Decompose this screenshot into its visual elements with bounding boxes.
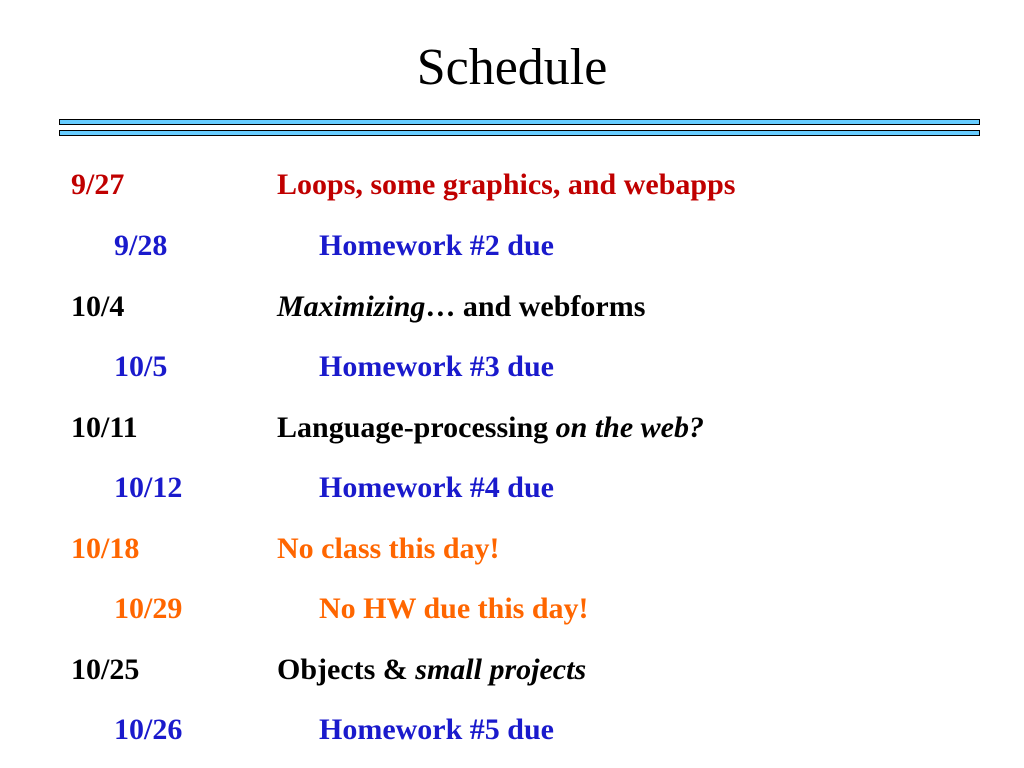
schedule-date: 9/27 [71,168,125,201]
schedule-row-no-class [0,527,1024,571]
homework-label: Homework #5 due [319,713,554,746]
schedule-date: 10/25 [71,653,140,686]
homework-row [0,345,1024,389]
homework-row [0,708,1024,752]
topic-plain: Objects & [277,653,416,686]
homework-date: 10/29 [114,592,183,625]
schedule-date: 10/11 [71,411,138,444]
homework-row [0,466,1024,510]
homework-date: 9/28 [114,229,168,262]
homework-label: Homework #2 due [319,229,554,262]
schedule-date: 10/4 [71,290,125,323]
schedule-row [0,285,1024,329]
homework-row [0,224,1024,268]
homework-label: Homework #3 due [319,350,554,383]
topic-italic: Maximizing [277,290,426,323]
homework-row-none [0,587,1024,631]
homework-label: No HW due this day! [319,592,589,625]
schedule-topic [277,406,704,450]
topic-plain: Language-processing [277,411,556,444]
homework-date: 10/26 [114,713,183,746]
title-divider-top [59,119,980,125]
homework-date: 10/12 [114,471,183,504]
homework-date: 10/5 [114,350,168,383]
topic-italic: on the web? [555,411,705,444]
schedule-topic: Loops, some graphics, and webapps [277,168,736,201]
homework-label: Homework #4 due [319,471,554,504]
topic-rest: … and webforms [425,290,646,323]
schedule-topic: No class this day! [277,532,500,565]
schedule-date: 10/18 [71,532,140,565]
title-divider-bottom [59,130,980,136]
schedule-row [0,406,1024,450]
schedule-topic [277,285,645,329]
schedule-row [0,163,1024,207]
slide-title: Schedule [416,39,608,96]
schedule-topic [277,648,586,692]
schedule-row [0,648,1024,692]
topic-italic: small projects [415,653,587,686]
